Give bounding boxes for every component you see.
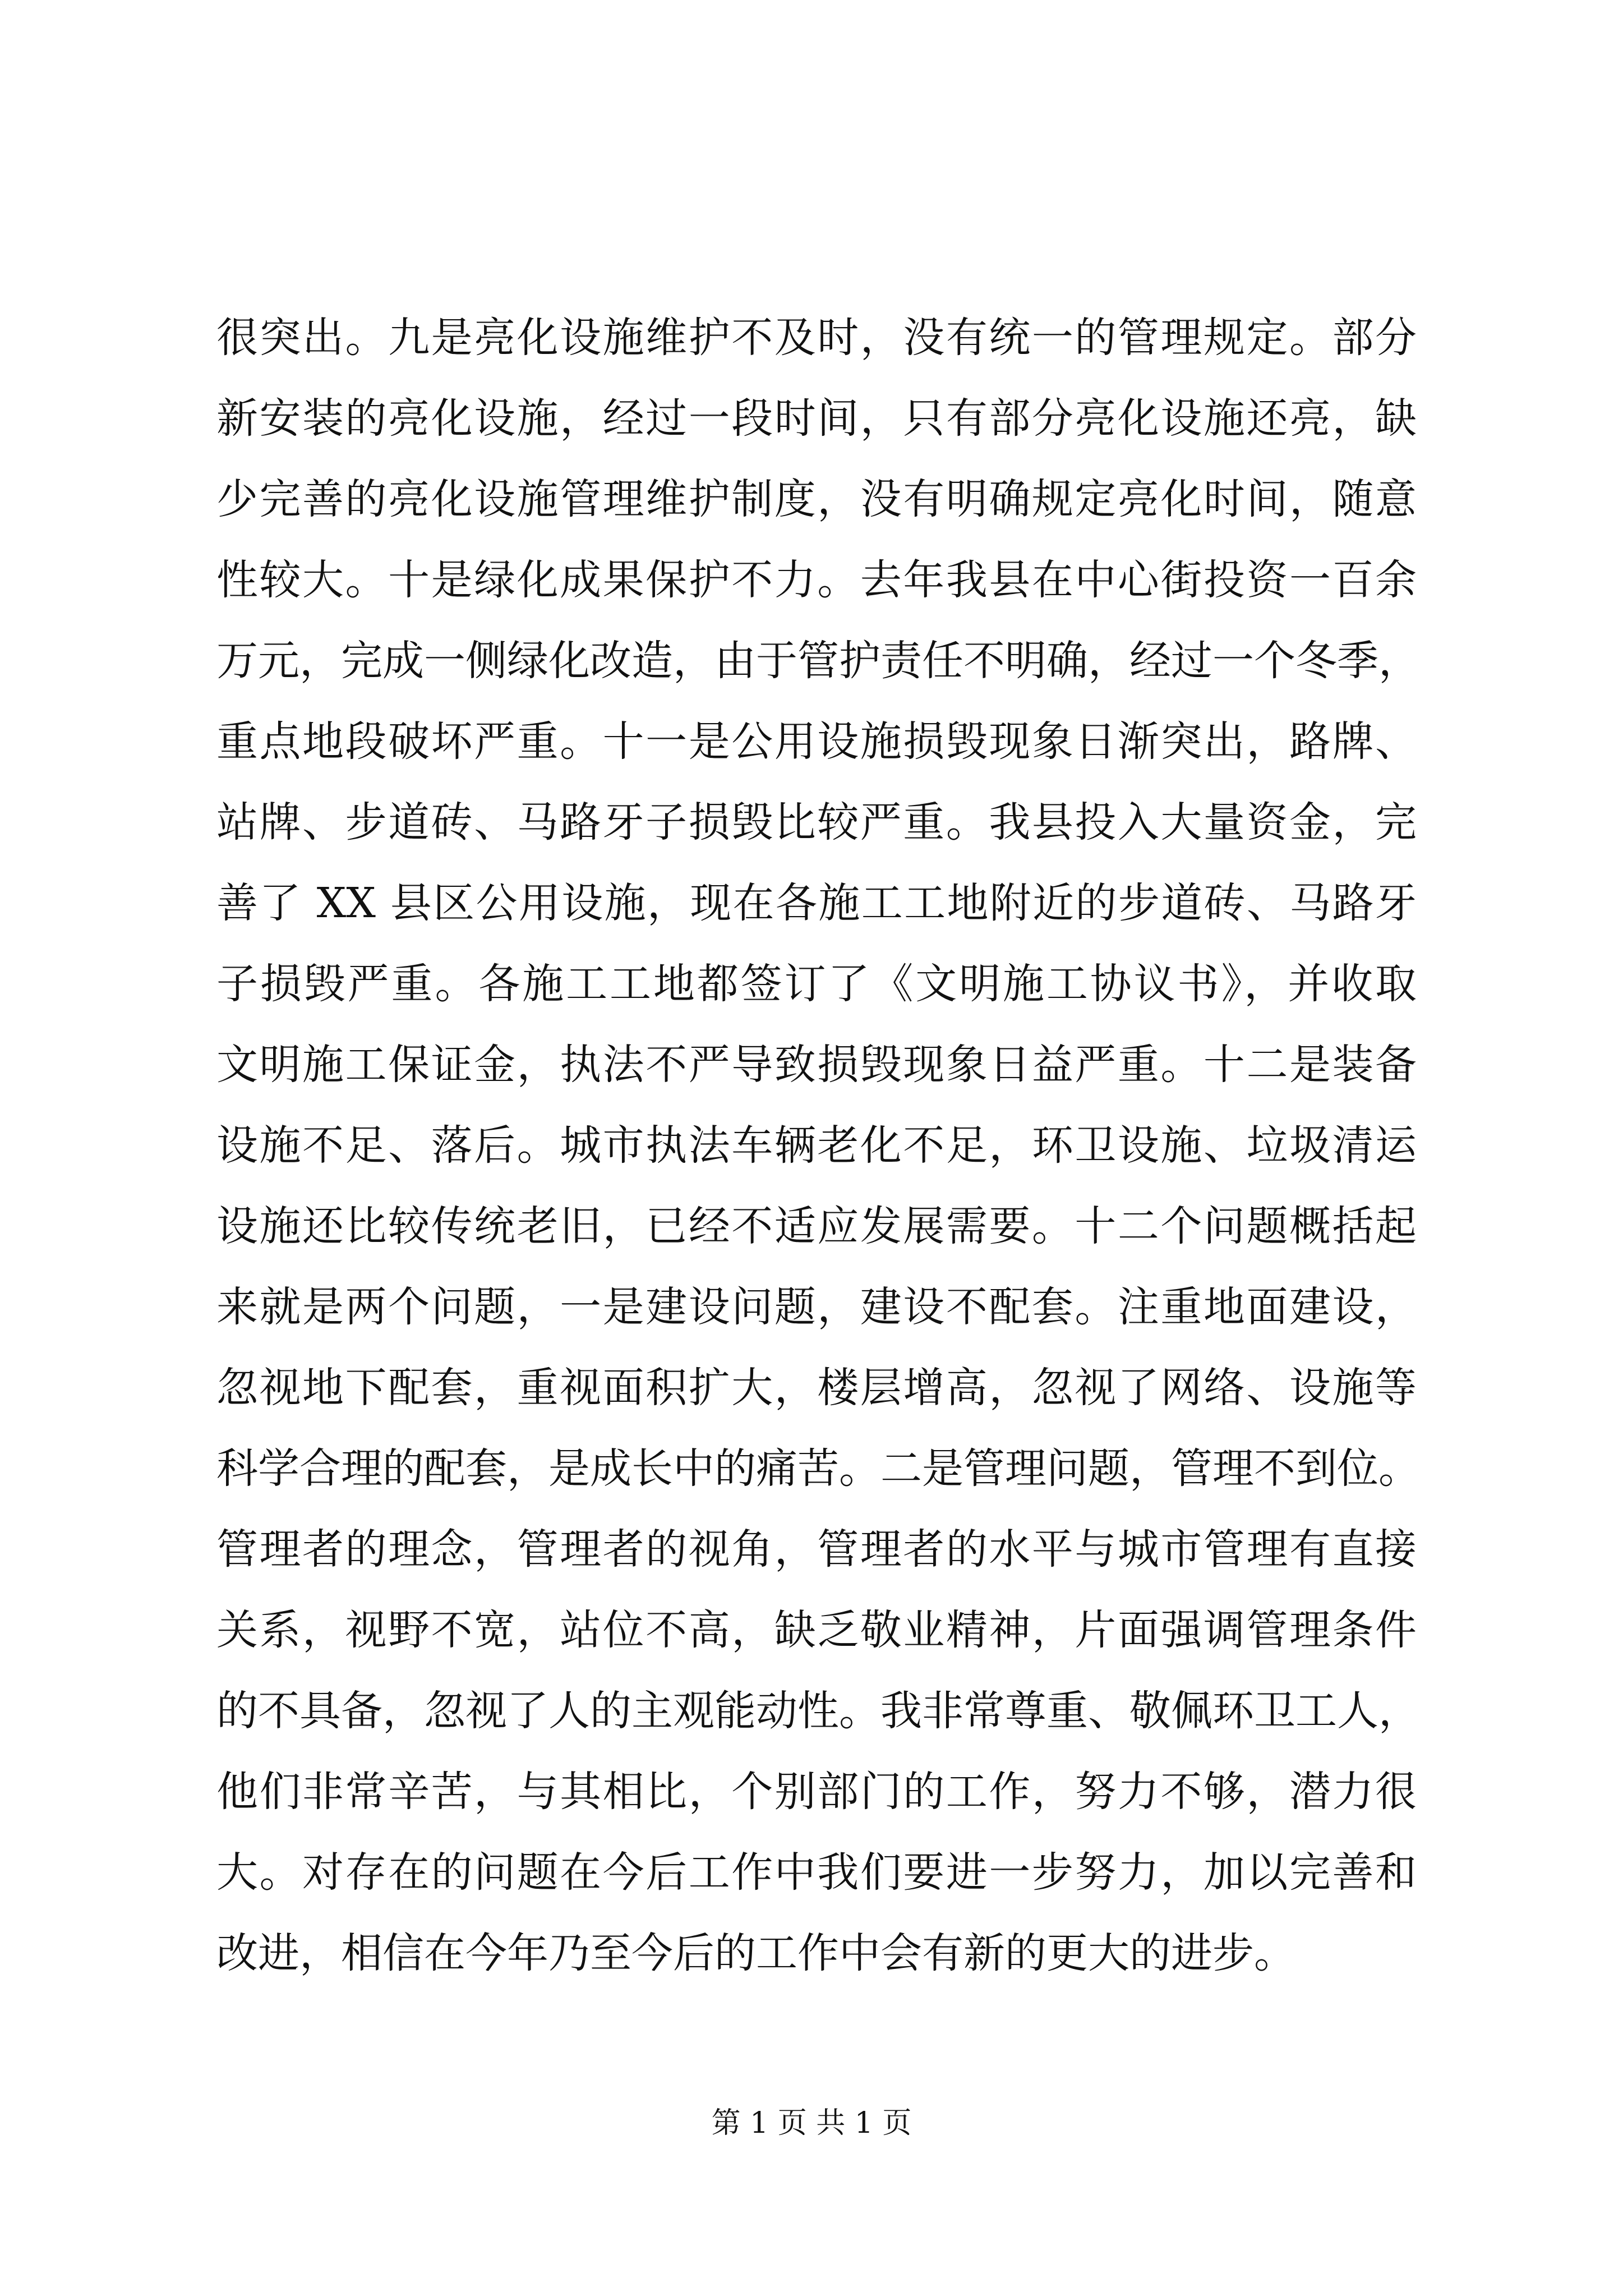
text-line: 设施不足、落后。城市执法车辆老化不足，环卫设施、垃圾清运 xyxy=(216,1121,1417,1170)
text-line: 科学合理的配套，是成长中的痛苦。二是管理问题，管理不到位。 xyxy=(216,1444,1420,1493)
text-line: 关系，视野不宽，站位不高，缺乏敬业精神，片面强调管理条件 xyxy=(216,1606,1417,1654)
text-line: 性较大。十是绿化成果保护不力。去年我县在中心街投资一百余 xyxy=(216,556,1417,604)
text-line: 善了 XX 县区公用设施，现在各施工工地附近的步道砖、马路牙 xyxy=(216,879,1417,927)
text-line: 来就是两个问题，一是建设问题，建设不配套。注重地面建设， xyxy=(216,1283,1417,1331)
text-line: 少完善的亮化设施管理维护制度，没有明确规定亮化时间，随意 xyxy=(216,475,1417,523)
text-line: 设施还比较传统老旧，已经不适应发展需要。十二个问题概括起 xyxy=(216,1202,1417,1250)
text-line: 万元，完成一侧绿化改造，由于管护责任不明确，经过一个冬季， xyxy=(216,637,1420,685)
text-line: 文明施工保证金，执法不严导致损毁现象日益严重。十二是装备 xyxy=(216,1041,1417,1089)
page-footer xyxy=(0,2106,1623,2140)
text-line: 改进，相信在今年乃至今后的工作中会有新的更大的进步。 xyxy=(216,1929,1295,1977)
text-line: 很突出。九是亮化设施维护不及时，没有统一的管理规定。部分 xyxy=(216,314,1417,362)
text-line: 的不具备，忽视了人的主观能动性。我非常尊重、敬佩环卫工人， xyxy=(216,1687,1420,1735)
text-line: 重点地段破坏严重。十一是公用设施损毁现象日渐突出，路牌、 xyxy=(216,717,1417,766)
text-line: 站牌、步道砖、马路牙子损毁比较严重。我县投入大量资金，完 xyxy=(216,798,1417,846)
text-line: 子损毁严重。各施工工地都签订了《文明施工协议书》，并收取 xyxy=(216,960,1417,1008)
text-line: 忽视地下配套，重视面积扩大，楼层增高，忽视了网络、设施等 xyxy=(216,1364,1417,1412)
page-number: 第 1 页 共 1 页 xyxy=(711,2106,912,2140)
text-line: 管理者的理念，管理者的视角，管理者的水平与城市管理有直接 xyxy=(216,1525,1417,1573)
text-line: 大。对存在的问题在今后工作中我们要进一步努力，加以完善和 xyxy=(216,1848,1417,1897)
text-line: 新安装的亮化设施，经过一段时间，只有部分亮化设施还亮，缺 xyxy=(216,394,1417,443)
body-text xyxy=(216,297,1420,1994)
text-line: 他们非常辛苦，与其相比，个别部门的工作，努力不够，潜力很 xyxy=(216,1768,1417,1816)
